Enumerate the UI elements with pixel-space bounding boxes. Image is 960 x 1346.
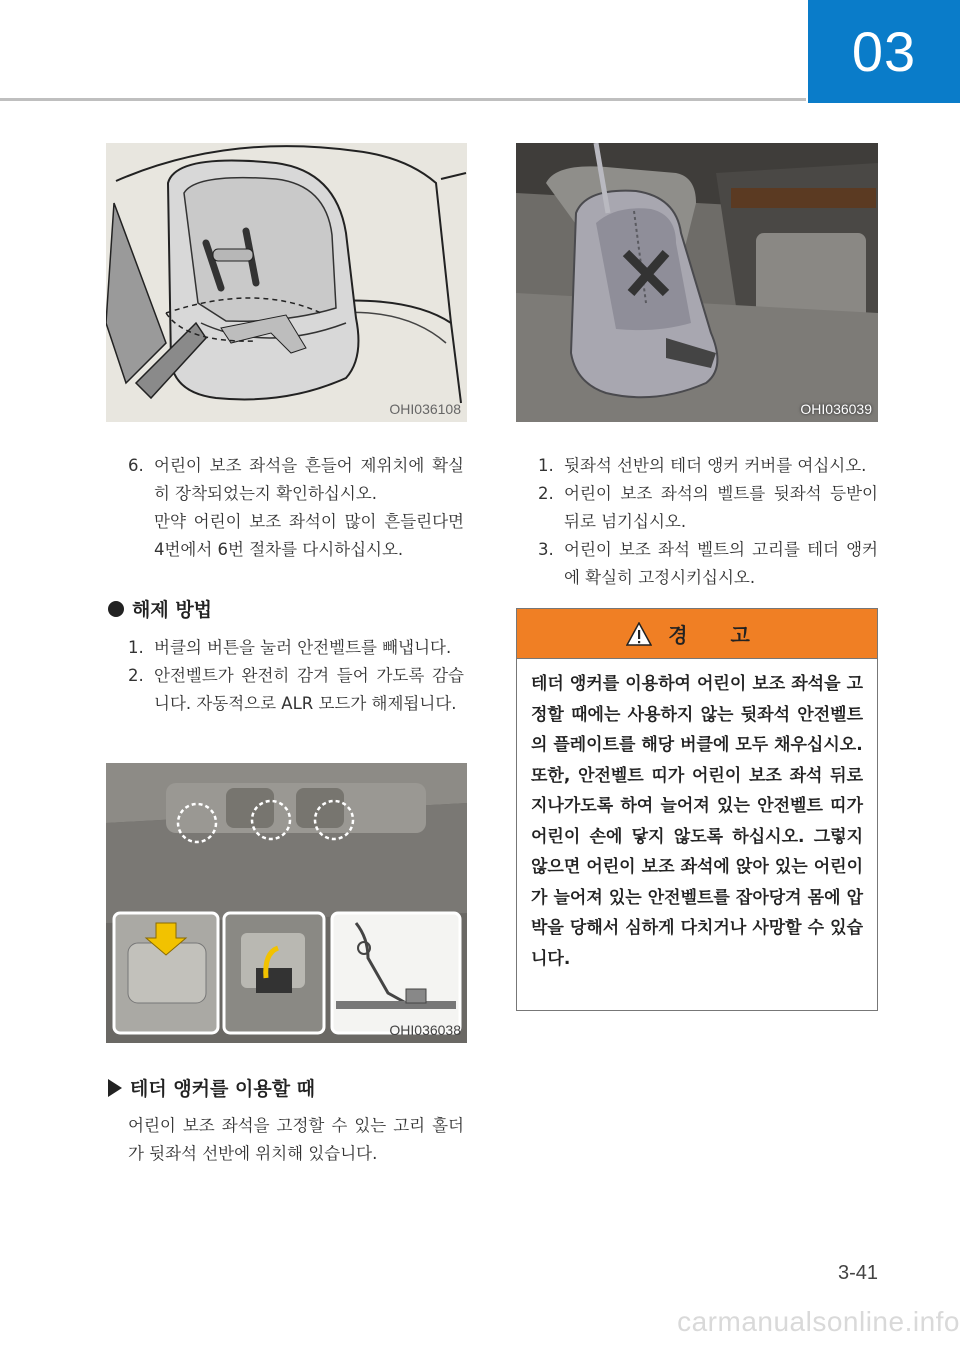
release-step-2 (128, 662, 464, 718)
tether-heading (108, 1074, 315, 1101)
child-seat-illustration (106, 143, 467, 422)
step-number: 3. (538, 540, 554, 559)
step-text: 어린이 보조 좌석의 벨트를 뒷좌석 등받이 뒤로 넘기십시오. (564, 484, 878, 531)
step-text: 어린이 보조 좌석 벨트의 고리를 테더 앵커에 확실히 고정시키십시오. (564, 540, 878, 587)
step-6-note (128, 508, 464, 564)
watermark: carmanualsonline.info (677, 1306, 960, 1337)
anchor-shelf-photo (106, 763, 467, 1043)
step-number: 1. (128, 638, 144, 657)
tether-step-3 (538, 536, 878, 592)
warning-box (516, 608, 878, 1011)
header-rule (0, 98, 806, 101)
step-text: 버클의 버튼을 눌러 안전벨트를 빼냅니다. (154, 638, 452, 657)
anchor-shelf-drawing (106, 763, 467, 1043)
chapter-tab: 03 (808, 0, 960, 103)
release-title: 해제 방법 (132, 599, 213, 621)
step-text: 어린이 보조 좌석을 흔들어 제위치에 확실히 장착되었는지 확인하십시오. (154, 456, 464, 503)
warning-triangle-icon (626, 622, 652, 646)
release-steps (128, 634, 464, 718)
step-text: 뒷좌석 선반의 테더 앵커 커버를 여십시오. (564, 456, 867, 475)
step-text: 만약 어린이 보조 좌석이 많이 흔들린다면 4번에서 6번 절차를 다시하십시오. (154, 512, 464, 559)
warning-title: 경 고 (668, 623, 768, 647)
warning-body (517, 659, 877, 974)
tether-seat-drawing (516, 143, 878, 422)
step-number: 1. (538, 456, 554, 475)
warning-paragraph: 테더 앵커를 이용하여 어린이 보조 좌석을 고정할 때에는 사용하지 않는 뒷좌석 안전벨트의 플레이트를 해당 버클에 모두 채우십시오. (531, 674, 863, 755)
right-steps (538, 452, 878, 592)
figure-code: OHI036108 (389, 401, 461, 417)
tether-seat-photo (516, 143, 878, 422)
triangle-bullet-icon (108, 1079, 122, 1097)
figure-code: OHI036038 (389, 1022, 461, 1038)
warning-header (517, 609, 877, 659)
child-seat-drawing (106, 143, 467, 422)
tether-step-1 (538, 452, 878, 480)
figure-code: OHI036039 (800, 401, 872, 417)
step-number: 2. (128, 666, 144, 685)
warning-paragraph: 또한, 안전벨트 띠가 어린이 보조 좌석 뒤로 지나가도록 하여 늘어져 있는 안전벨트 띠가 어린이 손에 닿지 않도록 하십시오. 그렇지 않으면 어린이 보조 좌석에 앉아 있는 어린이가 늘어져 있는 안전벨트를 잡아당겨 몸에 압박을 당해서 심하게 다치거나 사망할 수 있습니다. (531, 765, 863, 969)
step-number: 6. (128, 456, 144, 475)
tether-step-2 (538, 480, 878, 536)
tether-paragraph: 어린이 보조 좌석을 고정할 수 있는 고리 홀더가 뒷좌석 선반에 위치해 있습니다. (128, 1116, 464, 1163)
step-6 (128, 452, 464, 508)
left-steps (128, 452, 464, 564)
step-number: 2. (538, 484, 554, 503)
release-step-1 (128, 634, 464, 662)
release-heading (108, 595, 212, 622)
bullet-icon (108, 601, 124, 617)
page-number: 3-41 (837, 1262, 878, 1284)
step-number (128, 508, 154, 564)
step-text: 안전벨트가 완전히 감겨 들어 가도록 감습니다. 자동적으로 ALR 모드가 해제됩니다. (154, 666, 464, 713)
tether-title: 테더 앵커를 이용할 때 (130, 1078, 316, 1100)
